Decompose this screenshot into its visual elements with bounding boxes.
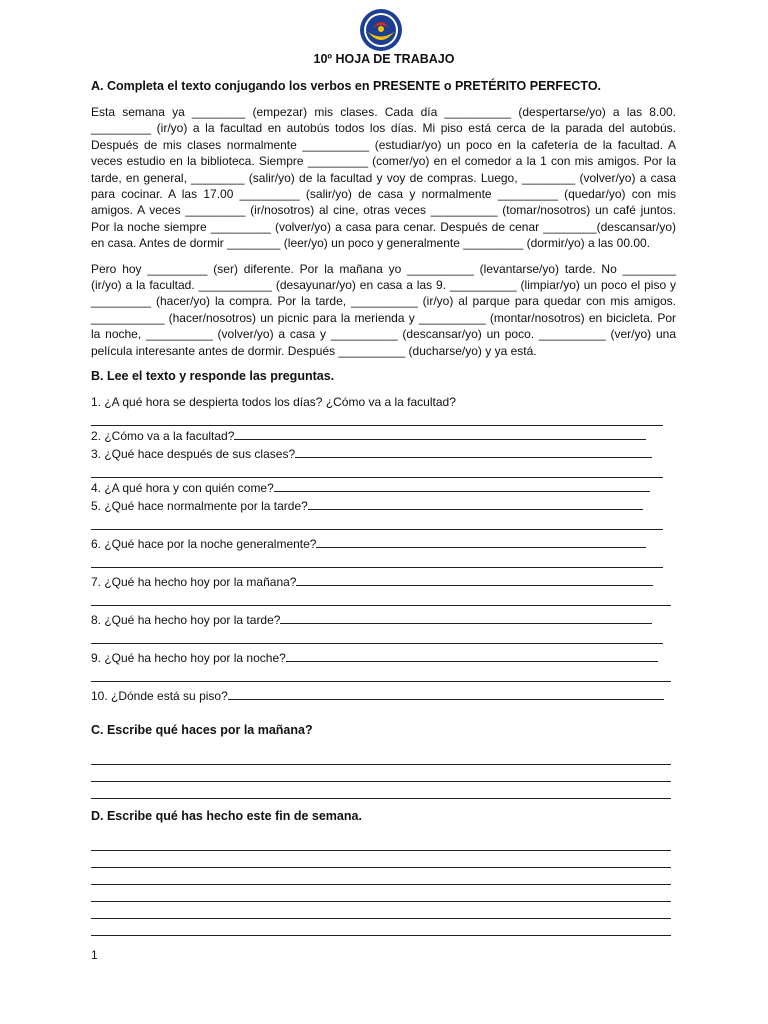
answer-line[interactable] [274,478,650,492]
question-3: 3. ¿Qué hace después de sus clases? [91,444,676,462]
section-b-heading: B. Lee el texto y responde las preguntas. [91,369,335,384]
writing-line[interactable] [91,782,671,799]
section-a [91,78,676,704]
page-title: 10º HOJA DE TRABAJO [313,52,455,66]
section-d [91,808,671,936]
section-d-heading: D. Escribe qué has hecho este fin de semana. [91,809,362,823]
question-7: 7. ¿Qué ha hecho hoy por la mañana? [91,572,676,590]
answer-line[interactable] [296,572,653,586]
writing-line[interactable] [91,765,671,782]
writing-line[interactable] [91,919,671,936]
question-8: 8. ¿Qué ha hecho hoy por la tarde? [91,610,676,628]
question-9: 9. ¿Qué ha hecho hoy por la noche? [91,648,676,666]
answer-line[interactable] [91,590,671,606]
writing-line[interactable] [91,868,671,885]
section-a-heading: A. Completa el texto conjugando los verbos en PRESENTE o PRETÉRITO PERFECTO. [91,79,602,93]
answer-line[interactable] [316,534,646,548]
section-c [91,722,671,799]
answer-line[interactable] [234,426,646,440]
answer-line[interactable] [91,410,663,426]
question-10: 10. ¿Dónde está su piso? [91,686,676,704]
writing-line[interactable] [91,748,671,765]
writing-line[interactable] [91,885,671,902]
writing-line[interactable] [91,902,671,919]
answer-line[interactable] [91,628,663,644]
question-4: 4. ¿A qué hora y con quién come? [91,478,676,496]
answer-line[interactable] [286,648,658,662]
answer-line[interactable] [308,496,643,510]
answer-line[interactable] [91,462,663,478]
question-6: 6. ¿Qué hace por la noche generalmente? [91,534,676,552]
answer-line[interactable] [91,514,663,530]
answer-line[interactable] [280,610,652,624]
answer-line[interactable] [228,686,664,700]
answer-line[interactable] [91,666,671,682]
school-emblem-icon [359,8,403,52]
writing-line[interactable] [91,834,671,851]
answer-line[interactable] [295,444,652,458]
questions-list [91,394,676,704]
page-number: 1 [91,948,98,962]
question-5: 5. ¿Qué hace normalmente por la tarde? [91,496,676,514]
exercise-paragraph-2: Pero hoy _________ (ser) diferente. Por la mañana yo __________ (levantarse/yo) tarde. No ________ (ir/yo) a la facultad. ___________ (desayunar/yo) en casa a las 9. __________ (limpiar/yo) un poco el piso y _________ (hacer/yo) la compra. Por la tarde, __________ (ir/yo) al parque para quedar con mis amigos. ___________ (hacer/nosotros) un picnic para la merienda y __________ (montar/nosotros) en bicicleta. Por la noche, __________ (volver/yo) a casa y __________ (descansar/yo) un poco. __________ (ver/yo) una película interesante antes de dormir. Después __________ (ducharse/yo) y ya está. [91,261,676,358]
question-2: 2. ¿Cómo va a la facultad? [91,426,676,444]
writing-line[interactable] [91,851,671,868]
exercise-paragraph-1: Esta semana ya ________ (empezar) mis clases. Cada día __________ (despertarse/yo) a las 8.00. _________ (ir/yo) a la facultad en autobús todos los días. Mi piso está cerca de la parada del autobús. Después de mis clases normalmente __________ (estudiar/yo) un poco en la cafetería de la facultad. A veces estudio en la biblioteca. Siempre _________ (comer/yo) en el comedor a la 1 con mis amigos. Por la tarde, en general, ________ (salir/yo) de la facultad y voy de compras. Luego, ________ (volver/yo) a casa para cocinar. A las 17.00 _________ (salir/yo) de casa y normalmente _________ (quedar/yo) con mis amigos. A veces _________ (ir/nosotros) al cine, otras veces __________ (tomar/nosotros) un café juntos. Por la noche siempre _________ (volver/yo) a casa para cenar. Después de cenar ________(descansar/yo) en casa. Antes de dormir ________ (leer/yo) un poco y generalmente _________ (dormir/yo) a las 00.00. [91,105,676,251]
question-1: 1. ¿A qué hora se despierta todos los días? ¿Cómo va a la facultad? [91,395,456,410]
section-c-heading: C. Escribe qué haces por la mañana? [91,723,313,737]
answer-line[interactable] [91,552,663,568]
